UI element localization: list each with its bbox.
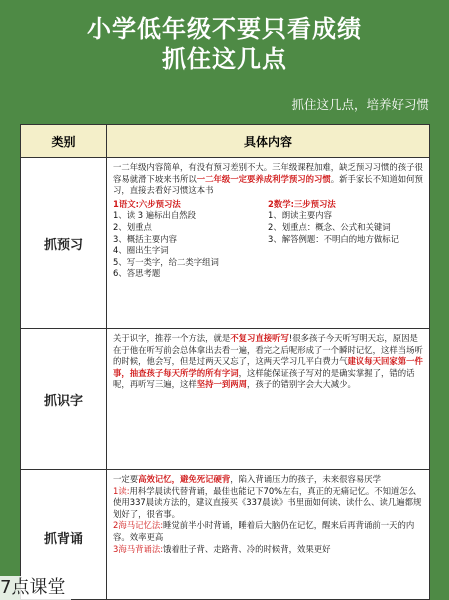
table-row <box>21 158 429 329</box>
method-columns <box>113 199 423 280</box>
recite-intro <box>113 474 423 486</box>
highlight: 不复习直接听写 <box>230 333 289 343</box>
row-category: 抓识字 <box>21 329 107 469</box>
highlight: 高效记忆，避免死记硬背 <box>138 474 231 484</box>
list-item: 3、解答例题：不明白的地方做标记 <box>268 233 399 244</box>
method-text: 用科学晨读代替背诵，最佳也能记下70%左右，真正的无痛记忆。不知道怎么使用337晨读方法的，建议直接买《337晨读》书里面如何读、读什么、读几遍都规划好了，很省事。 <box>113 485 422 519</box>
text: 一定要 <box>113 474 139 484</box>
text: !很多孩子今天听写明天忘，原因是在于他在听写前会总体拿出去看一遍，看完之后呢形成了一个瞬时记忆，这样当场听的时候，他会写，但是过两天又忘了，这两天学习几平白费力气 <box>113 333 423 367</box>
highlight: 坚持一到两周 <box>196 379 247 390</box>
title-line-1: 小学低年级不要只看成绩 <box>87 15 362 43</box>
bottom-fade <box>107 581 429 599</box>
text: ，陷入背诵压力的孩子，未来很容易厌学 <box>230 474 381 484</box>
table-row <box>21 470 429 600</box>
list-item: 5、写一类字，给二类字组词 <box>113 256 219 267</box>
text: ，孩子的错别字会大大减少。 <box>247 379 356 390</box>
table-row <box>21 329 429 470</box>
method-text: 睡觉前半小时背诵，睡着后大脑仍在记忆，醒来后再背诵前一天的内容。效率更高 <box>113 520 415 542</box>
method-label: 2海马记忆法: <box>113 520 164 531</box>
list-item: 1、朗读主要内容 <box>268 210 332 221</box>
preview-intro <box>113 162 423 197</box>
list-item: 6、答思考题 <box>113 268 161 279</box>
recite-method-2 <box>113 520 423 543</box>
row-content <box>107 158 429 328</box>
header-category: 类别 <box>21 125 107 157</box>
intro-text-2: 。新手家长不知道如何预习，直接去看好习惯这本书 <box>113 173 423 196</box>
row-category: 抓背诵 <box>21 470 107 600</box>
math-method-title: 2数学:三步预习法 <box>268 198 336 209</box>
title-line-2: 抓住这几点 <box>162 45 287 73</box>
method-label: 1读: <box>113 485 130 496</box>
chinese-method <box>113 199 268 280</box>
watermark: 7点课堂 <box>0 576 71 600</box>
highlight: 建议每天回家第一件事，抽查孩子每天所学的所有字词 <box>113 356 423 378</box>
intro-text: 一二年级内容简单，有没有预习差别不大。三年级课程加难，缺乏预习习惯的孩子很容易就滑下坡来书所以 <box>113 162 423 184</box>
row-category: 抓预习 <box>21 158 107 328</box>
text: ，这样能保证孩子写对的是确实掌握了，错的话呢，再听写三遍，这样 <box>113 367 415 390</box>
text: 关于识字，推荐一个方法，就是 <box>113 333 231 343</box>
subtitle: 抓住这几点，培养好习惯 <box>291 97 429 112</box>
content-table <box>20 124 430 600</box>
list-item: 2、划重点：概念、公式和关键词 <box>268 221 391 232</box>
math-method <box>268 199 423 280</box>
recite-method-3 <box>113 544 423 556</box>
page-title <box>0 14 449 74</box>
method-label: 3海马背诵法: <box>113 543 164 554</box>
list-item: 1、读 3 遍标出自然段 <box>113 210 196 221</box>
intro-highlight: 一二年级一定要养成利学预习的习惯 <box>196 173 331 184</box>
method-text: 饿着肚子背、走路背、冷的时候背，效果更好 <box>163 543 331 554</box>
row-content <box>107 329 429 469</box>
list-item: 2、划重点 <box>113 221 152 232</box>
header-content: 具体内容 <box>243 134 292 149</box>
list-item: 4、圈出生字词 <box>113 245 169 256</box>
table-header <box>21 125 429 158</box>
chinese-method-title: 1语文:六步预习法 <box>113 198 181 209</box>
recite-method-1 <box>113 486 423 521</box>
list-item: 3、概括主要内容 <box>113 233 177 244</box>
